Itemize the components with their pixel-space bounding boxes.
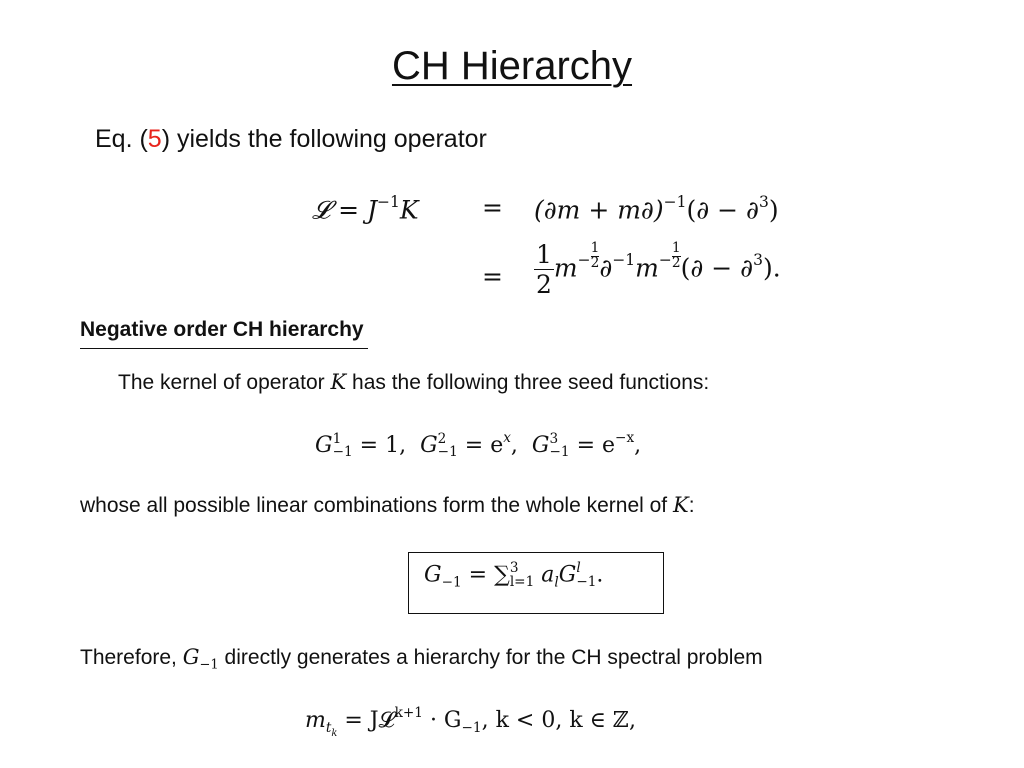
hierarchy-equation: $m_{tk}$ = J𝓛$^{k+1}$ · $G_{-1}$, k < 0, k ∈ ℤ, (305, 705, 636, 740)
intro-line (95, 125, 487, 154)
combination-text: whose all possible linear combinations form the whole kernel of K: (80, 493, 695, 517)
operator-eq-line1-lhs: 𝓛 = $J^{-1}K$ (312, 193, 419, 225)
operator-eq-line2-rhs: $\frac{1}{2}$ m− $\frac{1}{2}$ ∂$^{-1}$m− $\frac{1}{2}$ (∂ − ∂$^3$). (536, 240, 781, 300)
intro-before: Eq. ( (95, 125, 148, 153)
therefore-text: Therefore, $G_{-1}$ directly generates a hierarchy for the CH spectral problem (80, 645, 763, 673)
operator-eq-line1-rhs: $(\partial m + m\partial)^{-1}(\partial - \partial^3)$ (534, 193, 779, 225)
boxed-equation: $G_{-1}$ = ∑ 3 l=1 $a_lG$ l −1 . (424, 560, 604, 591)
slide-title: CH Hierarchy (391, 44, 633, 88)
intro-after: ) yields the following operator (161, 125, 487, 153)
kernel-text: The kernel of operator K has the following three seed functions: (118, 370, 710, 394)
section-heading: Negative order CH hierarchy (80, 318, 368, 349)
operator-eq-equals-2: = (482, 262, 503, 291)
operator-eq-equals-1: = (482, 193, 503, 222)
one-half-fraction: $\frac{1}{2}$ (536, 240, 552, 300)
equation-reference[interactable]: 5 (147, 125, 162, 153)
seed-functions-eq: G 1 −1 = 1, G 2 −1 = $e^x$, G 3 −1 = $e^{-x}$, (315, 430, 642, 461)
